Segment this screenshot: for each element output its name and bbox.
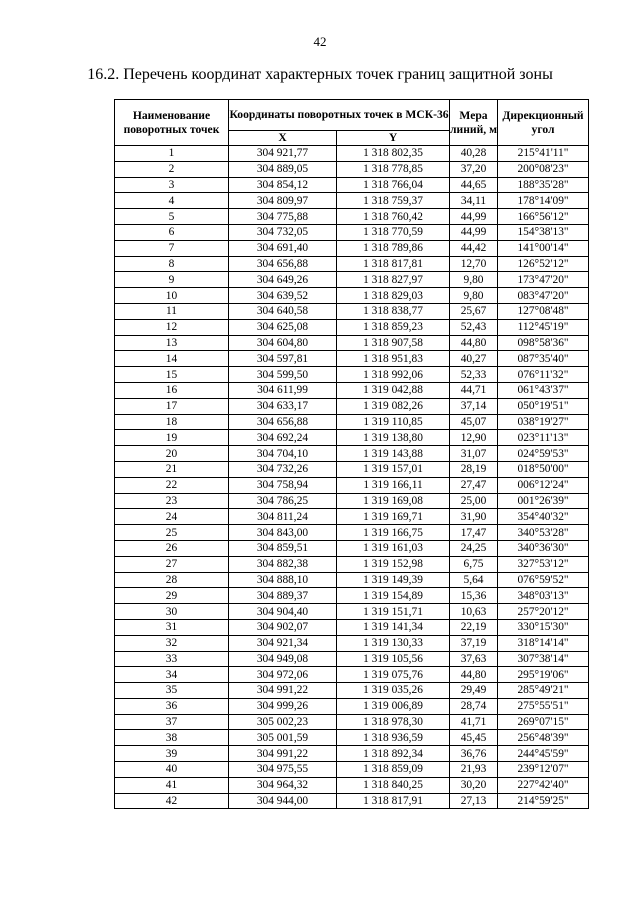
line-length-cell: 44,99 <box>450 209 498 225</box>
x-coordinate-cell: 304 944,00 <box>229 793 337 809</box>
line-length-cell: 37,63 <box>450 651 498 667</box>
header-x: X <box>229 131 337 146</box>
point-number-cell: 36 <box>115 698 229 714</box>
line-length-cell: 10,63 <box>450 604 498 620</box>
line-length-cell: 52,33 <box>450 367 498 383</box>
y-coordinate-cell: 1 319 166,75 <box>337 525 450 541</box>
line-length-cell: 34,11 <box>450 193 498 209</box>
line-length-cell: 25,67 <box>450 303 498 319</box>
table-row <box>115 177 589 193</box>
y-coordinate-cell: 1 319 105,56 <box>337 651 450 667</box>
direction-angle-cell: 214°59'25" <box>498 793 589 809</box>
table-row <box>115 193 589 209</box>
x-coordinate-cell: 304 597,81 <box>229 351 337 367</box>
table-body <box>115 146 589 809</box>
direction-angle-cell: 098°58'36" <box>498 335 589 351</box>
x-coordinate-cell: 304 704,10 <box>229 446 337 462</box>
table-header <box>115 100 589 146</box>
x-coordinate-cell: 304 640,58 <box>229 303 337 319</box>
direction-angle-cell: 024°59'53" <box>498 446 589 462</box>
direction-angle-cell: 061°43'37" <box>498 382 589 398</box>
x-coordinate-cell: 304 811,24 <box>229 509 337 525</box>
point-number-cell: 14 <box>115 351 229 367</box>
direction-angle-cell: 307°38'14" <box>498 651 589 667</box>
y-coordinate-cell: 1 318 817,81 <box>337 256 450 272</box>
point-number-cell: 15 <box>115 367 229 383</box>
y-coordinate-cell: 1 318 907,58 <box>337 335 450 351</box>
table-row <box>115 667 589 683</box>
x-coordinate-cell: 305 001,59 <box>229 730 337 746</box>
point-number-cell: 9 <box>115 272 229 288</box>
line-length-cell: 44,80 <box>450 667 498 683</box>
point-number-cell: 13 <box>115 335 229 351</box>
point-number-cell: 4 <box>115 193 229 209</box>
direction-angle-cell: 275°55'51" <box>498 698 589 714</box>
x-coordinate-cell: 304 786,25 <box>229 493 337 509</box>
line-length-cell: 29,49 <box>450 683 498 699</box>
line-length-cell: 12,90 <box>450 430 498 446</box>
table-row <box>115 319 589 335</box>
direction-angle-cell: 166°56'12" <box>498 209 589 225</box>
direction-angle-cell: 269°07'15" <box>498 714 589 730</box>
direction-angle-cell: 239°12'07" <box>498 762 589 778</box>
y-coordinate-cell: 1 319 035,26 <box>337 683 450 699</box>
x-coordinate-cell: 304 921,34 <box>229 635 337 651</box>
line-length-cell: 37,20 <box>450 161 498 177</box>
table-row <box>115 351 589 367</box>
document-title: 16.2. Перечень координат характерных точек границ защитной зоны <box>87 66 553 83</box>
point-number-cell: 23 <box>115 493 229 509</box>
line-length-cell: 22,19 <box>450 619 498 635</box>
y-coordinate-cell: 1 319 082,26 <box>337 398 450 414</box>
direction-angle-cell: 050°19'51" <box>498 398 589 414</box>
table-row <box>115 525 589 541</box>
y-coordinate-cell: 1 318 892,34 <box>337 746 450 762</box>
direction-angle-cell: 257°20'12" <box>498 604 589 620</box>
point-number-cell: 31 <box>115 619 229 635</box>
direction-angle-cell: 038°19'27" <box>498 414 589 430</box>
line-length-cell: 25,00 <box>450 493 498 509</box>
table-row <box>115 604 589 620</box>
header-line-length: Мера линий, м <box>450 100 498 146</box>
table-row <box>115 209 589 225</box>
direction-angle-cell: 076°11'32" <box>498 367 589 383</box>
direction-angle-cell: 112°45'19" <box>498 319 589 335</box>
direction-angle-cell: 215°41'11" <box>498 146 589 162</box>
line-length-cell: 9,80 <box>450 272 498 288</box>
table-row <box>115 161 589 177</box>
table-row <box>115 572 589 588</box>
x-coordinate-cell: 304 691,40 <box>229 240 337 256</box>
table-row <box>115 446 589 462</box>
x-coordinate-cell: 304 775,88 <box>229 209 337 225</box>
line-length-cell: 52,43 <box>450 319 498 335</box>
x-coordinate-cell: 304 639,52 <box>229 288 337 304</box>
header-y: Y <box>337 131 450 146</box>
direction-angle-cell: 018°50'00" <box>498 461 589 477</box>
line-length-cell: 9,80 <box>450 288 498 304</box>
x-coordinate-cell: 304 656,88 <box>229 414 337 430</box>
x-coordinate-cell: 304 975,55 <box>229 762 337 778</box>
point-number-cell: 22 <box>115 477 229 493</box>
table-row <box>115 683 589 699</box>
line-length-cell: 28,19 <box>450 461 498 477</box>
point-number-cell: 19 <box>115 430 229 446</box>
x-coordinate-cell: 304 732,05 <box>229 224 337 240</box>
x-coordinate-cell: 304 843,00 <box>229 525 337 541</box>
table-row <box>115 698 589 714</box>
y-coordinate-cell: 1 319 151,71 <box>337 604 450 620</box>
y-coordinate-cell: 1 319 075,76 <box>337 667 450 683</box>
y-coordinate-cell: 1 318 770,59 <box>337 224 450 240</box>
point-number-cell: 5 <box>115 209 229 225</box>
point-number-cell: 18 <box>115 414 229 430</box>
line-length-cell: 40,28 <box>450 146 498 162</box>
x-coordinate-cell: 304 949,08 <box>229 651 337 667</box>
line-length-cell: 44,99 <box>450 224 498 240</box>
point-number-cell: 17 <box>115 398 229 414</box>
table-row <box>115 540 589 556</box>
x-coordinate-cell: 304 882,38 <box>229 556 337 572</box>
y-coordinate-cell: 1 318 838,77 <box>337 303 450 319</box>
y-coordinate-cell: 1 319 143,88 <box>337 446 450 462</box>
y-coordinate-cell: 1 319 006,89 <box>337 698 450 714</box>
point-number-cell: 29 <box>115 588 229 604</box>
point-number-cell: 33 <box>115 651 229 667</box>
table-row <box>115 762 589 778</box>
y-coordinate-cell: 1 318 778,85 <box>337 161 450 177</box>
point-number-cell: 20 <box>115 446 229 462</box>
table-row <box>115 714 589 730</box>
point-number-cell: 2 <box>115 161 229 177</box>
x-coordinate-cell: 304 599,50 <box>229 367 337 383</box>
point-number-cell: 8 <box>115 256 229 272</box>
point-number-cell: 6 <box>115 224 229 240</box>
table-row <box>115 477 589 493</box>
y-coordinate-cell: 1 319 154,89 <box>337 588 450 604</box>
direction-angle-cell: 083°47'20" <box>498 288 589 304</box>
y-coordinate-cell: 1 318 766,04 <box>337 177 450 193</box>
y-coordinate-cell: 1 318 859,09 <box>337 762 450 778</box>
table-row <box>115 367 589 383</box>
point-number-cell: 26 <box>115 540 229 556</box>
y-coordinate-cell: 1 318 827,97 <box>337 272 450 288</box>
point-number-cell: 38 <box>115 730 229 746</box>
x-coordinate-cell: 304 692,24 <box>229 430 337 446</box>
x-coordinate-cell: 304 972,06 <box>229 667 337 683</box>
header-coordinates: Координаты поворотных точек в МСК-36 <box>229 100 450 131</box>
y-coordinate-cell: 1 319 138,80 <box>337 430 450 446</box>
x-coordinate-cell: 304 859,51 <box>229 540 337 556</box>
table-row <box>115 509 589 525</box>
point-number-cell: 41 <box>115 777 229 793</box>
point-number-cell: 10 <box>115 288 229 304</box>
table-row <box>115 651 589 667</box>
point-number-cell: 25 <box>115 525 229 541</box>
direction-angle-cell: 285°49'21" <box>498 683 589 699</box>
y-coordinate-cell: 1 319 130,33 <box>337 635 450 651</box>
direction-angle-cell: 318°14'14" <box>498 635 589 651</box>
point-number-cell: 16 <box>115 382 229 398</box>
y-coordinate-cell: 1 319 169,08 <box>337 493 450 509</box>
y-coordinate-cell: 1 319 169,71 <box>337 509 450 525</box>
direction-angle-cell: 188°35'28" <box>498 177 589 193</box>
direction-angle-cell: 354°40'32" <box>498 509 589 525</box>
y-coordinate-cell: 1 318 859,23 <box>337 319 450 335</box>
point-number-cell: 24 <box>115 509 229 525</box>
table-row <box>115 635 589 651</box>
y-coordinate-cell: 1 319 042,88 <box>337 382 450 398</box>
coordinates-table <box>114 99 589 809</box>
y-coordinate-cell: 1 318 936,59 <box>337 730 450 746</box>
point-number-cell: 34 <box>115 667 229 683</box>
direction-angle-cell: 340°53'28" <box>498 525 589 541</box>
y-coordinate-cell: 1 319 157,01 <box>337 461 450 477</box>
point-number-cell: 37 <box>115 714 229 730</box>
x-coordinate-cell: 304 649,26 <box>229 272 337 288</box>
point-number-cell: 3 <box>115 177 229 193</box>
y-coordinate-cell: 1 318 802,35 <box>337 146 450 162</box>
table-row <box>115 398 589 414</box>
point-number-cell: 1 <box>115 146 229 162</box>
direction-angle-cell: 200°08'23" <box>498 161 589 177</box>
direction-angle-cell: 076°59'52" <box>498 572 589 588</box>
table-row <box>115 288 589 304</box>
line-length-cell: 45,45 <box>450 730 498 746</box>
x-coordinate-cell: 304 889,05 <box>229 161 337 177</box>
x-coordinate-cell: 304 656,88 <box>229 256 337 272</box>
table-row <box>115 556 589 572</box>
x-coordinate-cell: 304 611,99 <box>229 382 337 398</box>
point-number-cell: 32 <box>115 635 229 651</box>
y-coordinate-cell: 1 318 992,06 <box>337 367 450 383</box>
table-row <box>115 224 589 240</box>
line-length-cell: 31,90 <box>450 509 498 525</box>
x-coordinate-cell: 304 758,94 <box>229 477 337 493</box>
line-length-cell: 5,64 <box>450 572 498 588</box>
y-coordinate-cell: 1 318 829,03 <box>337 288 450 304</box>
x-coordinate-cell: 304 625,08 <box>229 319 337 335</box>
x-coordinate-cell: 305 002,23 <box>229 714 337 730</box>
line-length-cell: 30,20 <box>450 777 498 793</box>
table-row <box>115 430 589 446</box>
point-number-cell: 42 <box>115 793 229 809</box>
x-coordinate-cell: 304 902,07 <box>229 619 337 635</box>
direction-angle-cell: 023°11'13" <box>498 430 589 446</box>
page-number: 42 <box>313 34 327 49</box>
y-coordinate-cell: 1 319 166,11 <box>337 477 450 493</box>
line-length-cell: 28,74 <box>450 698 498 714</box>
line-length-cell: 24,25 <box>450 540 498 556</box>
x-coordinate-cell: 304 854,12 <box>229 177 337 193</box>
direction-angle-cell: 227°42'40" <box>498 777 589 793</box>
direction-angle-cell: 154°38'13" <box>498 224 589 240</box>
table-row <box>115 256 589 272</box>
y-coordinate-cell: 1 318 951,83 <box>337 351 450 367</box>
line-length-cell: 31,07 <box>450 446 498 462</box>
line-length-cell: 44,71 <box>450 382 498 398</box>
x-coordinate-cell: 304 604,80 <box>229 335 337 351</box>
line-length-cell: 44,65 <box>450 177 498 193</box>
table-row <box>115 588 589 604</box>
line-length-cell: 27,13 <box>450 793 498 809</box>
y-coordinate-cell: 1 319 141,34 <box>337 619 450 635</box>
table-row <box>115 382 589 398</box>
x-coordinate-cell: 304 888,10 <box>229 572 337 588</box>
table-row <box>115 746 589 762</box>
line-length-cell: 17,47 <box>450 525 498 541</box>
direction-angle-cell: 256°48'39" <box>498 730 589 746</box>
line-length-cell: 6,75 <box>450 556 498 572</box>
line-length-cell: 15,36 <box>450 588 498 604</box>
direction-angle-cell: 087°35'40" <box>498 351 589 367</box>
x-coordinate-cell: 304 964,32 <box>229 777 337 793</box>
y-coordinate-cell: 1 319 110,85 <box>337 414 450 430</box>
point-number-cell: 35 <box>115 683 229 699</box>
direction-angle-cell: 127°08'48" <box>498 303 589 319</box>
x-coordinate-cell: 304 991,22 <box>229 746 337 762</box>
y-coordinate-cell: 1 319 161,03 <box>337 540 450 556</box>
direction-angle-cell: 178°14'09" <box>498 193 589 209</box>
y-coordinate-cell: 1 318 817,91 <box>337 793 450 809</box>
point-number-cell: 28 <box>115 572 229 588</box>
point-number-cell: 12 <box>115 319 229 335</box>
line-length-cell: 37,14 <box>450 398 498 414</box>
line-length-cell: 41,71 <box>450 714 498 730</box>
direction-angle-cell: 340°36'30" <box>498 540 589 556</box>
table-row <box>115 461 589 477</box>
x-coordinate-cell: 304 904,40 <box>229 604 337 620</box>
point-number-cell: 30 <box>115 604 229 620</box>
point-number-cell: 27 <box>115 556 229 572</box>
direction-angle-cell: 244°45'59" <box>498 746 589 762</box>
point-number-cell: 39 <box>115 746 229 762</box>
point-number-cell: 11 <box>115 303 229 319</box>
x-coordinate-cell: 304 991,22 <box>229 683 337 699</box>
x-coordinate-cell: 304 633,17 <box>229 398 337 414</box>
y-coordinate-cell: 1 318 840,25 <box>337 777 450 793</box>
y-coordinate-cell: 1 318 789,86 <box>337 240 450 256</box>
line-length-cell: 36,76 <box>450 746 498 762</box>
direction-angle-cell: 126°52'12" <box>498 256 589 272</box>
table-row <box>115 493 589 509</box>
line-length-cell: 44,80 <box>450 335 498 351</box>
table-row <box>115 777 589 793</box>
table-row <box>115 730 589 746</box>
line-length-cell: 45,07 <box>450 414 498 430</box>
x-coordinate-cell: 304 999,26 <box>229 698 337 714</box>
direction-angle-cell: 006°12'24" <box>498 477 589 493</box>
line-length-cell: 40,27 <box>450 351 498 367</box>
y-coordinate-cell: 1 319 149,39 <box>337 572 450 588</box>
y-coordinate-cell: 1 318 760,42 <box>337 209 450 225</box>
table-row <box>115 146 589 162</box>
x-coordinate-cell: 304 732,26 <box>229 461 337 477</box>
direction-angle-cell: 327°53'12" <box>498 556 589 572</box>
y-coordinate-cell: 1 318 978,30 <box>337 714 450 730</box>
x-coordinate-cell: 304 889,37 <box>229 588 337 604</box>
y-coordinate-cell: 1 319 152,98 <box>337 556 450 572</box>
table-row <box>115 335 589 351</box>
table-row <box>115 619 589 635</box>
direction-angle-cell: 001°26'39" <box>498 493 589 509</box>
y-coordinate-cell: 1 318 759,37 <box>337 193 450 209</box>
x-coordinate-cell: 304 921,77 <box>229 146 337 162</box>
line-length-cell: 21,93 <box>450 762 498 778</box>
line-length-cell: 37,19 <box>450 635 498 651</box>
table-row <box>115 793 589 809</box>
direction-angle-cell: 141°00'14" <box>498 240 589 256</box>
point-number-cell: 7 <box>115 240 229 256</box>
x-coordinate-cell: 304 809,97 <box>229 193 337 209</box>
direction-angle-cell: 348°03'13" <box>498 588 589 604</box>
line-length-cell: 27,47 <box>450 477 498 493</box>
table-row <box>115 303 589 319</box>
line-length-cell: 12,70 <box>450 256 498 272</box>
table-row <box>115 414 589 430</box>
header-point-name: Наименование поворотных точек <box>115 100 229 146</box>
direction-angle-cell: 295°19'06" <box>498 667 589 683</box>
direction-angle-cell: 330°15'30" <box>498 619 589 635</box>
line-length-cell: 44,42 <box>450 240 498 256</box>
table-row <box>115 272 589 288</box>
point-number-cell: 40 <box>115 762 229 778</box>
header-direction-angle: Дирекционный угол <box>498 100 589 146</box>
table-row <box>115 240 589 256</box>
point-number-cell: 21 <box>115 461 229 477</box>
direction-angle-cell: 173°47'20" <box>498 272 589 288</box>
